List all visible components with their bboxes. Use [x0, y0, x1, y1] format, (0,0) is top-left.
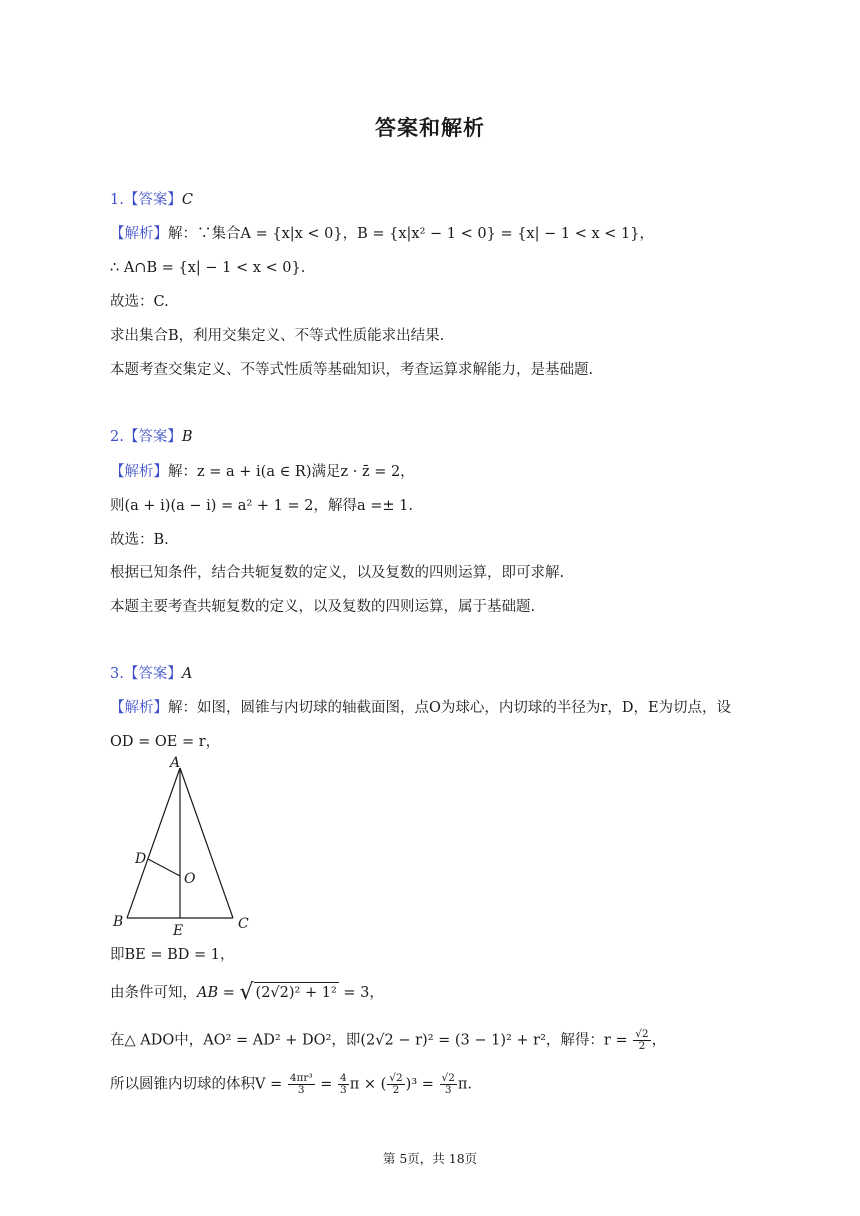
q2-analysis-line-4: 根据已知条件，结合共轭复数的定义，以及复数的四则运算，即可求解. [110, 565, 565, 581]
q3-analysis-line-6 [110, 1073, 472, 1096]
q2-answer-line [110, 427, 193, 447]
q1-number: 1. [110, 192, 124, 208]
fraction-four-thirds-num: 4 [340, 1072, 347, 1084]
q2-analysis-text-1: 解：z = a + i(a ∈ R)满足z · z̄ = 2， [168, 464, 415, 480]
radical-sign: √ [239, 980, 254, 1005]
fraction-r-num: √2 [635, 1028, 649, 1040]
q1-analysis-line-2: ∴ A∩B = {x| − 1 < x < 0}. [110, 260, 306, 276]
fraction-four-thirds [338, 1073, 349, 1096]
q1-analysis-line-3: 故选：C. [110, 294, 169, 310]
label-B: B [113, 914, 124, 930]
q3-l4-prefix: 由条件可知， [110, 985, 197, 1001]
q2-analysis-line-2: 则(a + i)(a − i) = a² + 1 = 2，解得a =± 1. [110, 498, 413, 514]
fraction-four-thirds-den: 3 [340, 1084, 347, 1096]
q3-l6-text: 所以圆锥内切球的体积V = [110, 1076, 287, 1093]
fraction-volume-formula-num: 4πr³ [289, 1072, 313, 1084]
q3-l4-lhs: AB = [197, 985, 240, 1001]
q3-answer-tag: 【答案】 [123, 666, 182, 682]
q3-l5-end: ， [651, 1032, 667, 1049]
segment-DO [148, 859, 180, 876]
q1-analysis-line-5: 本题考查交集定义、不等式性质等基础知识，考查运算求解能力，是基础题. [110, 362, 594, 378]
q3-analysis-tag: 【解析】 [110, 700, 168, 716]
q2-analysis-line-1 [110, 462, 415, 482]
q1-answer: C [181, 192, 193, 208]
equals-sign: = [315, 1076, 338, 1093]
q3-l6-power: )³ = [405, 1076, 439, 1093]
label-E: E [173, 923, 184, 938]
fraction-radius-num: √2 [389, 1072, 403, 1084]
label-C: C [238, 916, 249, 932]
q3-analysis-line-1 [110, 698, 731, 718]
q1-analysis-tag: 【解析】 [110, 226, 168, 242]
q2-analysis-tag: 【解析】 [110, 464, 168, 480]
fraction-r-den: 2 [638, 1040, 646, 1052]
cone-cross-section-figure [108, 754, 258, 938]
q3-analysis-line-3: 即BE = BD = 1， [110, 947, 235, 963]
fraction-result-den: 3 [444, 1084, 452, 1096]
q2-number: 2. [110, 429, 124, 445]
q2-analysis-line-3: 故选：B. [110, 532, 169, 548]
edge-AC [180, 768, 233, 918]
fraction-volume-formula-den: 3 [297, 1084, 305, 1096]
fraction-radius [387, 1073, 404, 1096]
q1-answer-line [110, 190, 193, 210]
fraction-radius-den: 2 [392, 1084, 400, 1096]
q3-l4-result: = 3， [338, 985, 384, 1001]
edge-AB [127, 768, 180, 918]
q3-answer-line [110, 664, 192, 684]
q1-analysis-text-1: 解：∵集合A = {x|x < 0}，B = {x|x² − 1 < 0} = {x| − 1 < x < 1}， [168, 226, 654, 242]
q3-analysis-text-1: 解：如图，圆锥与内切球的轴截面图，点O为球心，内切球的半径为r，D，E为切点，设 [168, 700, 732, 716]
q1-analysis-line-4: 求出集合B，利用交集定义、不等式性质能求出结果. [110, 328, 445, 344]
q3-number: 3. [110, 666, 124, 682]
q2-answer: B [181, 429, 193, 445]
q3-analysis-line-5 [110, 1029, 666, 1052]
page-footer: 第 5页，共 18页 [382, 1151, 478, 1166]
q3-l4-radicand: (2√2)² + 1² [254, 982, 339, 1003]
q3-l6-end: π. [457, 1076, 473, 1093]
page-title: 答案和解析 [375, 116, 485, 140]
label-O: O [184, 871, 196, 887]
q3-analysis-line-2: OD = OE = r， [110, 734, 221, 750]
q2-analysis-line-5: 本题主要考查共轭复数的定义，以及复数的四则运算，属于基础题. [110, 599, 536, 615]
fraction-result [440, 1073, 457, 1096]
q3-answer: A [181, 666, 193, 682]
q1-answer-tag: 【答案】 [123, 192, 182, 208]
q1-analysis-line-1 [110, 224, 654, 244]
q3-analysis-line-4 [110, 982, 384, 1003]
fraction-volume-formula [288, 1073, 315, 1096]
fraction-result-num: √2 [441, 1072, 455, 1084]
label-A: A [170, 755, 181, 771]
label-D: D [135, 851, 147, 867]
q3-l5-text: 在△ ADO中，AO² = AD² + DO²，即(2√2 − r)² = (3 − 1)² + r²，解得：r = [110, 1032, 633, 1049]
fraction-r [633, 1029, 650, 1052]
q3-l6-mid: π × ( [349, 1076, 387, 1093]
q2-answer-tag: 【答案】 [123, 429, 182, 445]
